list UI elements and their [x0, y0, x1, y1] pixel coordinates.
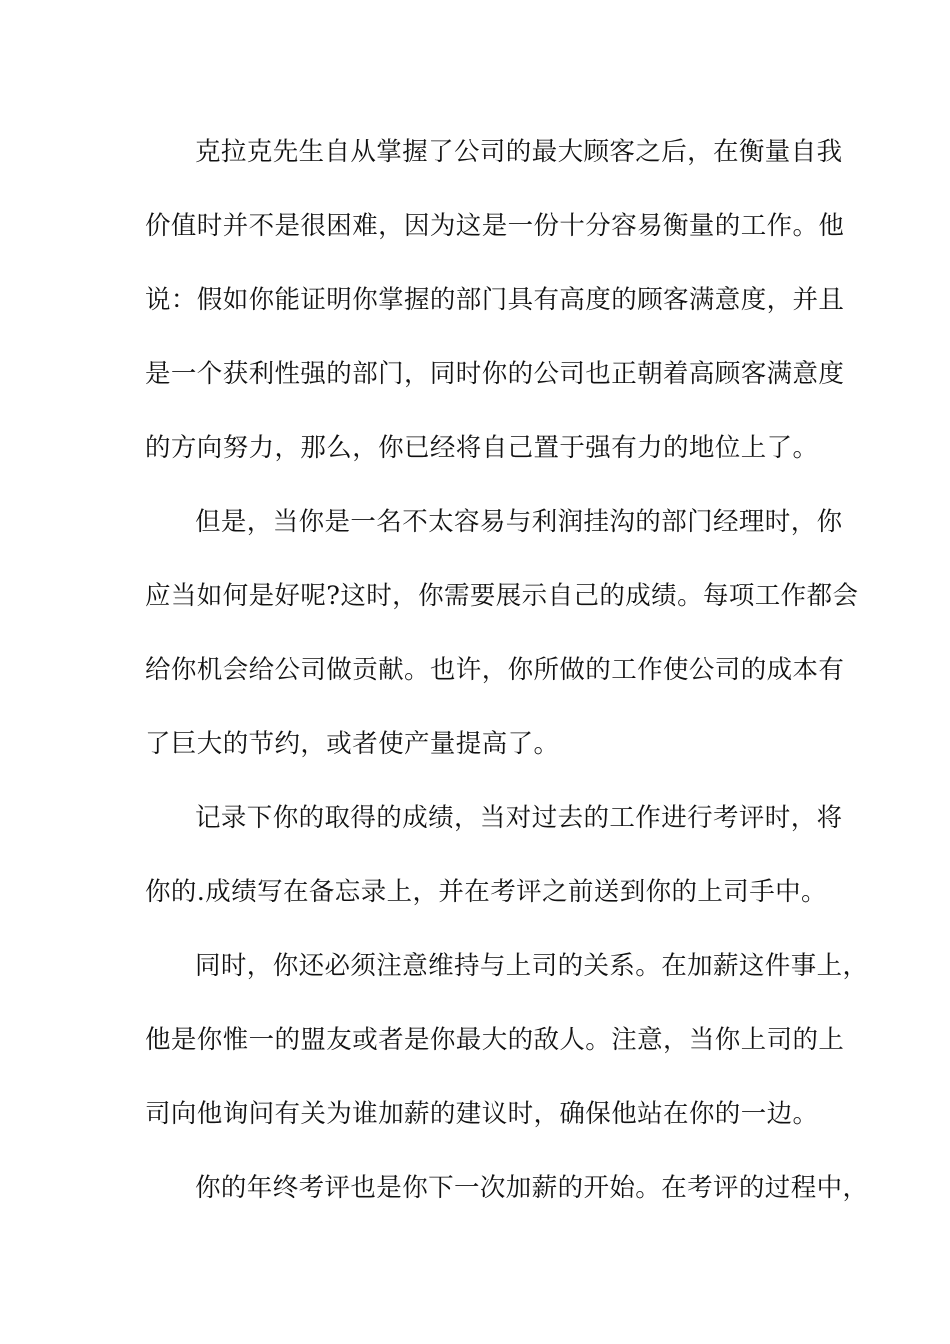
paragraph-1-line-4: 是一个获利性强的部门，同时你的公司也正朝着高顾客满意度: [145, 359, 845, 389]
paragraph-4-line-2: 他是你惟一的盟友或者是你最大的敌人。注意，当你上司的上: [145, 1025, 845, 1055]
paragraph-1-line-1: 克拉克先生自从掌握了公司的最大顾客之后，在衡量自我: [195, 137, 843, 167]
paragraph-2-line-1: 但是，当你是一名不太容易与利润挂沟的部门经理时，你: [195, 507, 843, 537]
paragraph-2-line-3: 给你机会给公司做贡献。也许，你所做的工作使公司的成本有: [145, 655, 845, 685]
paragraph-1-line-5: 的方向努力，那么，你已经将自己置于强有力的地位上了。: [145, 433, 819, 463]
paragraph-3-line-1: 记录下你的取得的成绩，当对过去的工作进行考评时，将: [195, 803, 843, 833]
paragraph-2-line-2: 应当如何是好呢?这时，你需要展示自己的成绩。每项工作都会: [145, 581, 859, 611]
paragraph-2-line-4: 了巨大的节约，或者使产量提高了。: [145, 729, 560, 759]
paragraph-1-line-3: 说：假如你能证明你掌握的部门具有高度的顾客满意度，并且: [145, 285, 845, 315]
body-text: [145, 128, 869, 1238]
paragraph-3-line-2: 你的.成绩写在备忘录上，并在考评之前送到你的上司手中。: [145, 877, 827, 907]
paragraph-5-line-1: 你的年终考评也是你下一次加薪的开始。在考评的过程中，: [195, 1173, 869, 1203]
paragraph-4-line-1: 同时，你还必须注意维持与上司的关系。在加薪这件事上，: [195, 951, 869, 981]
paragraph-4-line-3: 司向他询问有关为谁加薪的建议时，确保他站在你的一边。: [145, 1099, 819, 1129]
paragraph-1-line-2: 价值时并不是很困难，因为这是一份十分容易衡量的工作。他: [145, 211, 845, 241]
